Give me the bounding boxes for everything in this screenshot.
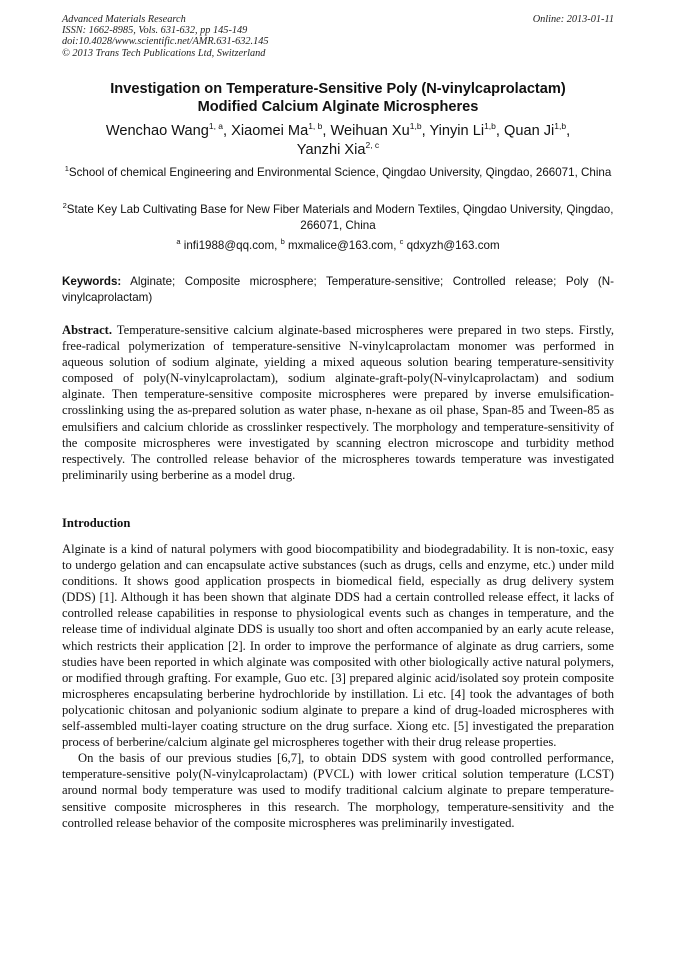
affiliation-mark: 1 (64, 164, 69, 173)
abstract (62, 322, 614, 483)
title-line-1: Investigation on Temperature-Sensitive Poly (N-vinylcaprolactam) (110, 81, 566, 97)
author-affiliation-mark: 1,b (554, 121, 567, 131)
author-affiliation-mark: 1,b (409, 121, 422, 131)
author-separator: , (322, 123, 331, 139)
introduction-body (62, 541, 614, 831)
abstract-label: Abstract. (62, 323, 113, 337)
online-date: Online: 2013-01-11 (532, 14, 614, 25)
journal-issn: ISSN: 1662-8985, Vols. 631-632, pp 145-149 (62, 25, 248, 37)
email-mark: c (399, 237, 404, 246)
keywords-label: Keywords: (62, 275, 122, 288)
keywords-text: Alginate; Composite microsphere; Temperature-sensitive; Controlled release; Poly (N-vinylcaprolactam) (62, 275, 614, 304)
paper-title (62, 80, 614, 116)
title-line-2: Modified Calcium Alginate Microspheres (197, 99, 479, 115)
email-address[interactable]: infi1988@qq.com (183, 239, 275, 252)
author-separator: , (566, 123, 571, 139)
journal-doi: doi:10.4028/www.scientific.net/AMR.631-632.145 (62, 36, 269, 48)
journal-name: Advanced Materials Research (62, 14, 186, 25)
affiliation-2 (62, 202, 614, 234)
abstract-text: Temperature-sensitive calcium alginate-based microspheres were prepared in two steps. Firstly, free-radical polymerization of temperature-sensitive N-vinylcaprolactam monomer was performed in aqueous solution of sodium alginate, yielding a mixed aqueous solution bearing temperature-sensitivity composed of poly(N-vinylcaprolactam), sodium alginate-graft-poly(N-vinylcaprolactam) and sodium alginate. Then temperature-sensitive composite microspheres were prepared by inverse emulsification-crosslinking using the as-prepared solution as water phase, n-hexane as oil phase, Span-85 and Tween-85 as emulsifiers and calcium chloride as crosslinker respectively. The morphology and temperature-sensitivity of the composite microspheres were investigated by scanning electron microscope and turbidity method respectively. The controlled release behavior of the microspheres towards temperature was investigated preliminarily using berberine as a model drug. (62, 323, 615, 482)
author-name: Weihuan Xu (330, 123, 410, 139)
email-address[interactable]: mxmalice@163.com (288, 239, 394, 252)
email-address[interactable]: qdxyzh@163.com (406, 239, 500, 252)
affiliation-mark: 2 (62, 201, 67, 210)
author-separator: , (495, 123, 504, 139)
introduction-paragraph-1: Alginate is a kind of natural polymers with good biocompatibility and biodegradability. It is non-toxic, easy to undergo gelation and can encapsulate active substances (such as drugs, cells and enzyme, etc.) under mild conditions. It shows good application prospects in biomedical field, especially as drug delivery system (DDS) [1]. Although it has been shown that alginate DDS had a certain controlled release effect, it lacks of controlled release capabilities in response to physiological events such as changes in temperature, and the release time of individual alginate DDS is usually too short and often accompanied by an early acute release, which restricts their application [2]. In order to improve the performance of alginate as drug carriers, some studies have been reported in which alginate was composited with other biologically active natural polymers, or modified through grafting. For example, Guo etc. [3] prepared alginic acid/isolated soy protein composite microspheres encapsulating berberine hydrochloride by instillation. Li etc. [4] took the advantages of both polycationic chitosan and polyanionic sodium alginate to prepare a kind of drug-loaded microspheres with self-assembled multi-layer coating structure on the drug surface. Xiong etc. [5] investigated the preparation process of berberine/calcium alginate gel microspheres together with their drug release properties. (62, 542, 614, 750)
affiliation-text: School of chemical Engineering and Environmental Science, Qingdao University, Qingdao, 266071, China (68, 166, 612, 179)
affiliation-1 (62, 165, 614, 181)
author-affiliation-mark: 2, c (365, 140, 380, 150)
author-affiliation-mark: 1, b (308, 121, 323, 131)
author-name: Yanzhi Xia (296, 142, 366, 158)
journal-copyright: © 2013 Trans Tech Publications Ltd, Switzerland (62, 47, 266, 59)
section-heading-introduction: Introduction (62, 516, 131, 530)
author-name: Quan Ji (504, 123, 555, 139)
email-list (62, 238, 614, 254)
introduction-paragraph-2: On the basis of our previous studies [6,7], to obtain DDS system with good controlled performance, temperature-sensitive poly(N-vinylcaprolactam) (PVCL) with lower critical solution temperature (LCST) around normal body temperature was used to modify traditional calcium alginate to prepare temperature-sensitive composite microspheres in this research. The morphology, temperature-sensitivity and the controlled release behavior of the composite microspheres was preliminarily investigated. (62, 751, 614, 830)
author-affiliation-mark: 1, a (208, 121, 224, 131)
affiliation-text: State Key Lab Cultivating Base for New Fiber Materials and Modern Textiles, Qingdao University, Qingdao, 266071, China (66, 203, 614, 232)
author-name: Xiaomei Ma (231, 123, 309, 139)
author-name: Yinyin Li (429, 123, 485, 139)
keywords (62, 274, 614, 305)
author-affiliation-mark: 1,b (484, 121, 496, 131)
author-separator: , (223, 123, 232, 139)
author-name: Wenchao Wang (105, 123, 209, 139)
email-mark: a (176, 237, 181, 246)
author-separator: , (421, 123, 430, 139)
author-list (62, 122, 614, 160)
email-separator: , (274, 239, 281, 252)
email-mark: b (280, 237, 285, 246)
email-separator: , (393, 239, 400, 252)
journal-header (62, 14, 269, 59)
